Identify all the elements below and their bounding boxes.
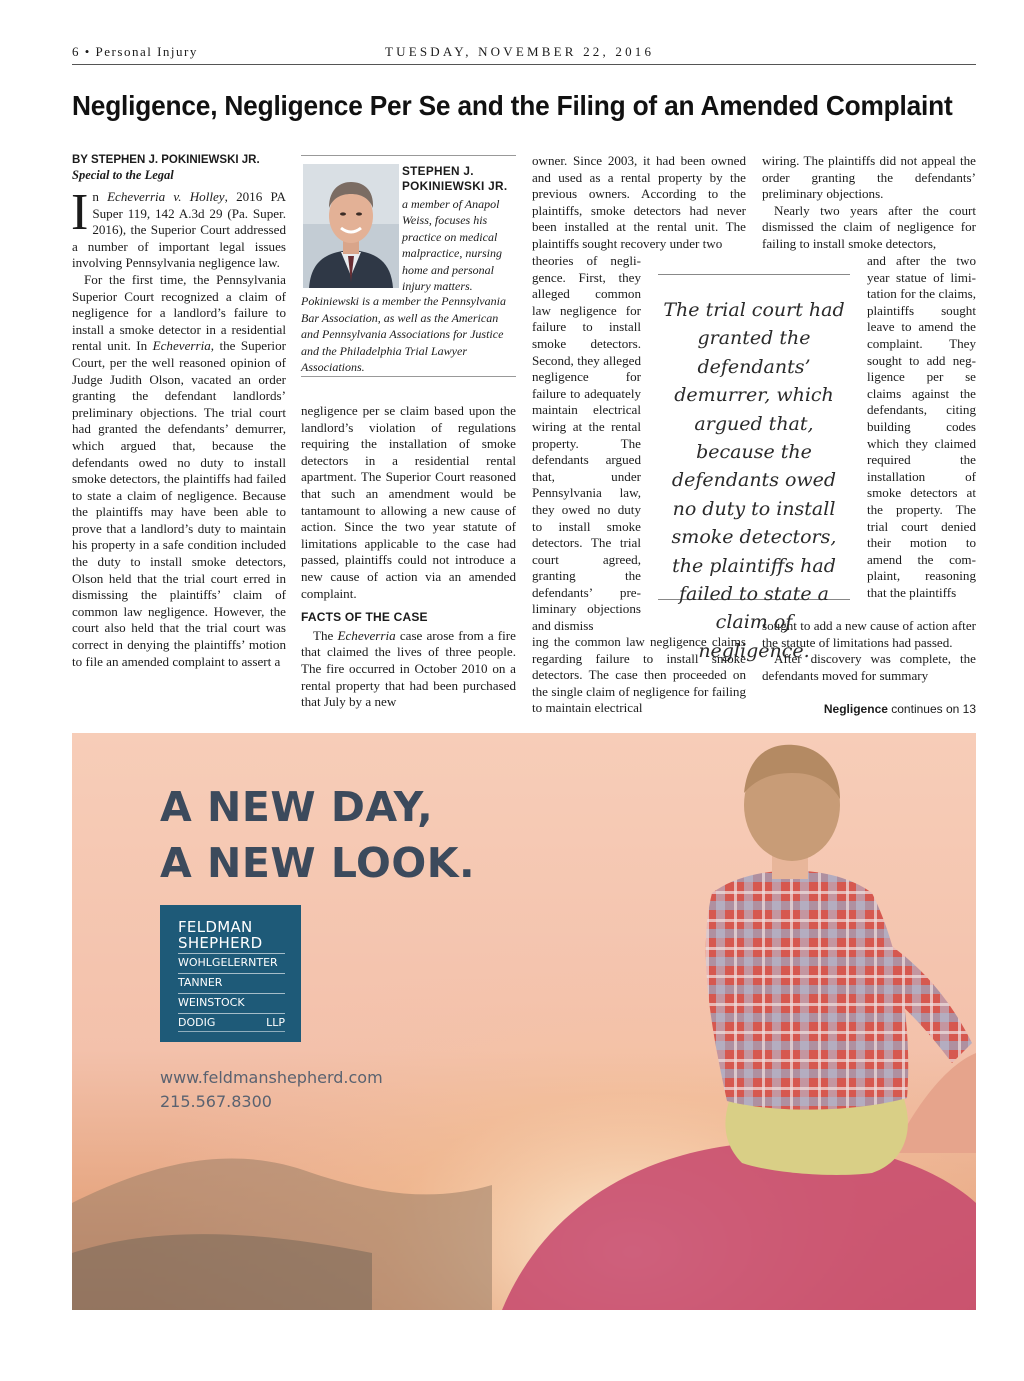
ad-headline — [160, 779, 475, 891]
author-photo — [303, 164, 399, 288]
paragraph: Nearly two years after the court dismissed the claim of negligence for failing to install smoke detectors, — [762, 202, 976, 251]
logo-line: WEINSTOCK — [178, 993, 285, 1011]
article-column-1 — [72, 153, 286, 670]
logo-line: WOHLGELERNTER — [178, 953, 285, 971]
continuation-note: Negligence continues on 13 — [823, 702, 976, 716]
article-column-3-top — [532, 153, 746, 253]
pull-quote: The trial court had granted the defendants’ demurrer, which argued that, because the defendants owed no duty to install smoke detectors, the plaintiffs had failed to state a claim of negligence. — [658, 274, 850, 600]
article-column-4-top — [762, 153, 976, 253]
paragraph: sought to add a new cause of action after the statute of limitations had passed. — [762, 618, 976, 650]
ad-headline-line: A NEW DAY, — [160, 783, 434, 831]
page-header — [72, 44, 976, 65]
paragraph: wiring. The plaintiffs did not appeal the order granting the defendants’ preliminary objections. — [762, 153, 976, 202]
logo-line: TANNER — [178, 973, 285, 991]
paragraph: In Echeverria v. Holley, 2016 PA Super 119, 142 A.3d 29 (Pa. Super. 2016), the Superior Court addressed a number of important legal issues involving Pennsylvania negligence law. — [71, 184, 286, 271]
article-column-3-narrow — [532, 253, 641, 635]
byline-special: Special to the Legal — [72, 168, 174, 182]
article-headline: Negligence, Negligence Per Se and the Filing of an Amended Complaint — [72, 90, 953, 121]
firm-logo[interactable] — [160, 905, 301, 1042]
author-name: STEPHEN J. POKINIEWSKI JR. — [402, 164, 508, 193]
advertisement[interactable] — [72, 733, 976, 1310]
page-section-label: 6 • Personal Injury — [72, 44, 198, 59]
paragraph: theories of negligence. First, they alleged common law negligence for failure to install smoke detectors. Second, they alleged negligence for failure to adequately maintain electrical wiring at the rental property. The defendants argued that, under Pennsylvania law, they owed no duty to install smoke detectors. The trial court agreed, granting the defendants’ preliminary objections and dismiss — [532, 253, 641, 634]
ad-website-link[interactable]: www.feldmanshepherd.com — [160, 1068, 383, 1087]
paragraph: After discovery was complete, the defendants moved for summary — [762, 651, 976, 683]
author-affiliations: Pokiniewski is a member the Pennsylvania Bar Association, as well as the American and Pennsylvania Associations for Justice and the Philadelphia Trial Lawyer Associations. — [301, 294, 506, 375]
paragraph: ing the common law negligence claims regarding failure to install smoke detectors. The case then proceeded on the single claim of negligence for failing to maintain electrical — [532, 634, 746, 716]
paragraph: For the first time, the Pennsylvania Superior Court recognized a claim of negligence for a landlord’s failure to install a smoke detector in a residential rental unit. In Echeverria, the Superior Court, per the well reasoned opinion of Judge Judith Olson, vacated an order granting the defendant landlords’ preliminary objections. The trial court had granted the defendants’ demurrer, which argued that, because the defendants owed no duty to install smoke detectors, the plaintiffs had failed to state a claim of negligence. Because the plaintiffs may have been able to prove that a landlord’s duty to maintain his property in a safe condition included the duty to install smoke detectors, Olson held that the trial court erred in dismissing the plaintiffs’ claim of common law negligence. However, the court also held that the trial court was correct in denying the plaintiffs’ motion to file an amended complaint to assert a — [72, 271, 286, 669]
logo-line: SHEPHERD — [178, 934, 263, 952]
paragraph: The Echeverria case arose from a fire that claimed the lives of three people. The fire occurred in October 2010 on a rental property that had been purchased that July by a new — [301, 627, 516, 710]
ad-contact — [160, 1066, 383, 1114]
logo-line: FELDMAN — [178, 918, 253, 936]
section-subhead: FACTS OF THE CASE — [301, 610, 428, 625]
drop-cap: I — [71, 184, 89, 241]
author-portrait-image — [303, 164, 399, 288]
author-description: a member of Anapol Weiss, focuses his practice on medical malpractice, nursing home and personal injury matters. — [402, 197, 502, 294]
ad-headline-line: A NEW LOOK. — [160, 839, 476, 887]
ad-phone[interactable]: 215.567.8300 — [160, 1092, 272, 1111]
issue-date: TUESDAY, NOVEMBER 22, 2016 — [385, 44, 655, 59]
paragraph: and after the two year statue of limitation for the claims, plaintiffs sought leave to amend the complaint. They sought to add negligence per se claims against the defendants, citing building codes which they claimed required the installation of smoke detectors at the property. The trial court denied their motion to amend the complaint, reasoning that the plaintiffs — [867, 253, 976, 600]
author-box — [301, 155, 516, 377]
paragraph: owner. Since 2003, it had been owned and used as a rental property by the previous owners. According to the plaintiffs, smoke detectors had never been installed at the rental unit. The plaintiffs sought recovery under two — [532, 153, 746, 251]
logo-line: DODIG LLP — [178, 1013, 285, 1032]
article-column-2 — [301, 403, 516, 711]
article-column-4-narrow — [867, 253, 976, 601]
paragraph: negligence per se claim based upon the landlord’s violation of regulations requiring the installation of smoke detectors in a residential rental apartment. The Superior Court reasoned that such an amendment would be tantamount to allowing a new cause of action. Since the two year statute of limitations applicable to the case had passed, plaintiffs could not introduce a new cause of action via an amended complaint. — [301, 403, 516, 601]
byline: BY STEPHEN J. POKINIEWSKI JR. — [72, 154, 260, 166]
